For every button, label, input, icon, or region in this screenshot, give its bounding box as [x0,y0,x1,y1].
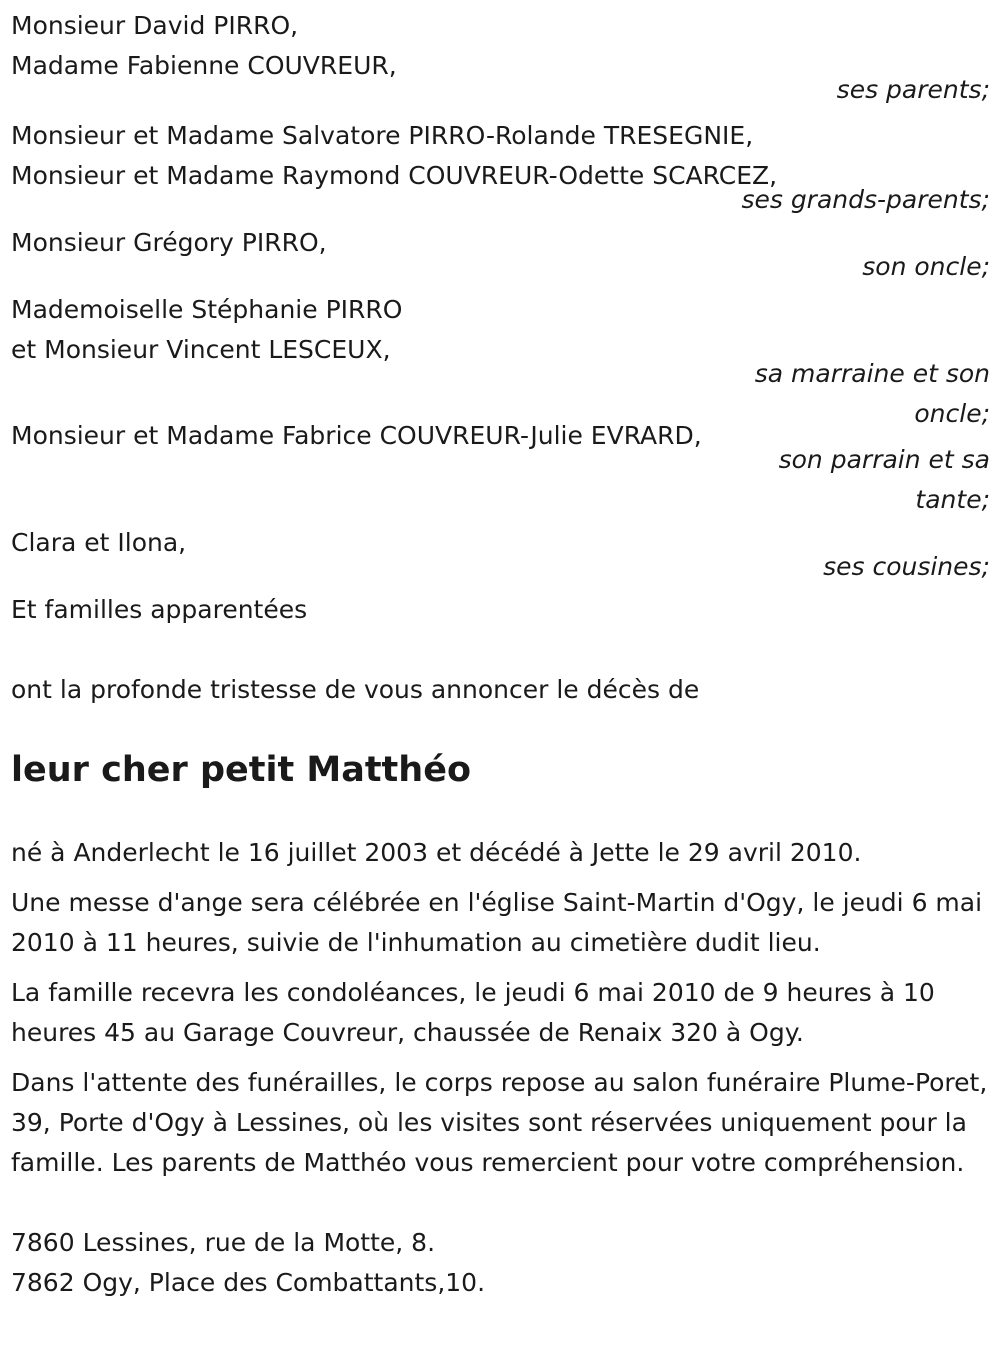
role-label: ses grands-parents; [741,185,990,214]
grandparents-line: Monsieur et Madame Raymond COUVREUR-Odette SCARCEZ, [11,161,778,190]
uncle-line: Monsieur Grégory PIRRO, [11,228,327,257]
announcement-intro: ont la profonde tristesse de vous annoncer le décès de [11,675,700,704]
deceased-name: leur cher petit Matthéo [11,750,471,790]
grandparents-line: Monsieur et Madame Salvatore PIRRO-Rolande TRESEGNIE, [11,121,754,150]
parent-line: Madame Fabienne COUVREUR, [11,51,397,80]
godmother-line: Mademoiselle Stéphanie PIRRO [11,295,403,324]
role-label: ses cousines; [823,552,990,581]
address-line: 7860 Lessines, rue de la Motte, 8. [11,1228,436,1257]
condolences-paragraph: La famille recevra les condoléances, le jeudi 6 mai 2010 de 9 heures à 10 heures 45 au Garage Couvreur, chaussée de Renaix 320 à Ogy. [11,978,935,1047]
parent-line: Monsieur David PIRRO, [11,11,299,40]
role-label: son parrain et sa [778,445,990,474]
role-label: ses parents; [836,75,990,104]
relatives-line: Et familles apparentées [11,595,308,624]
cousins-line: Clara et Ilona, [11,528,187,557]
role-label: tante; [915,485,990,514]
visits-paragraph: Dans l'attente des funérailles, le corps repose au salon funéraire Plume-Poret, 39, Porte d'Ogy à Lessines, où les visites sont réservées uniquement pour la famille. Les parents de Matthéo vous remercient pour votre compréhension. [11,1068,988,1177]
role-label: son oncle; [862,252,990,281]
mass-paragraph: Une messe d'ange sera célébrée en l'église Saint-Martin d'Ogy, le jeudi 6 mai 2010 à 11 heures, suivie de l'inhumation au cimetière dudit lieu. [11,888,983,957]
birth-death-paragraph: né à Anderlecht le 16 juillet 2003 et décédé à Jette le 29 avril 2010. [11,838,862,867]
address-line: 7862 Ogy, Place des Combattants,10. [11,1268,486,1297]
godmother-line: et Monsieur Vincent LESCEUX, [11,335,391,364]
role-label: oncle; [914,399,990,428]
role-label: sa marraine et son [754,359,990,388]
godfather-line: Monsieur et Madame Fabrice COUVREUR-Julie EVRARD, [11,421,702,450]
